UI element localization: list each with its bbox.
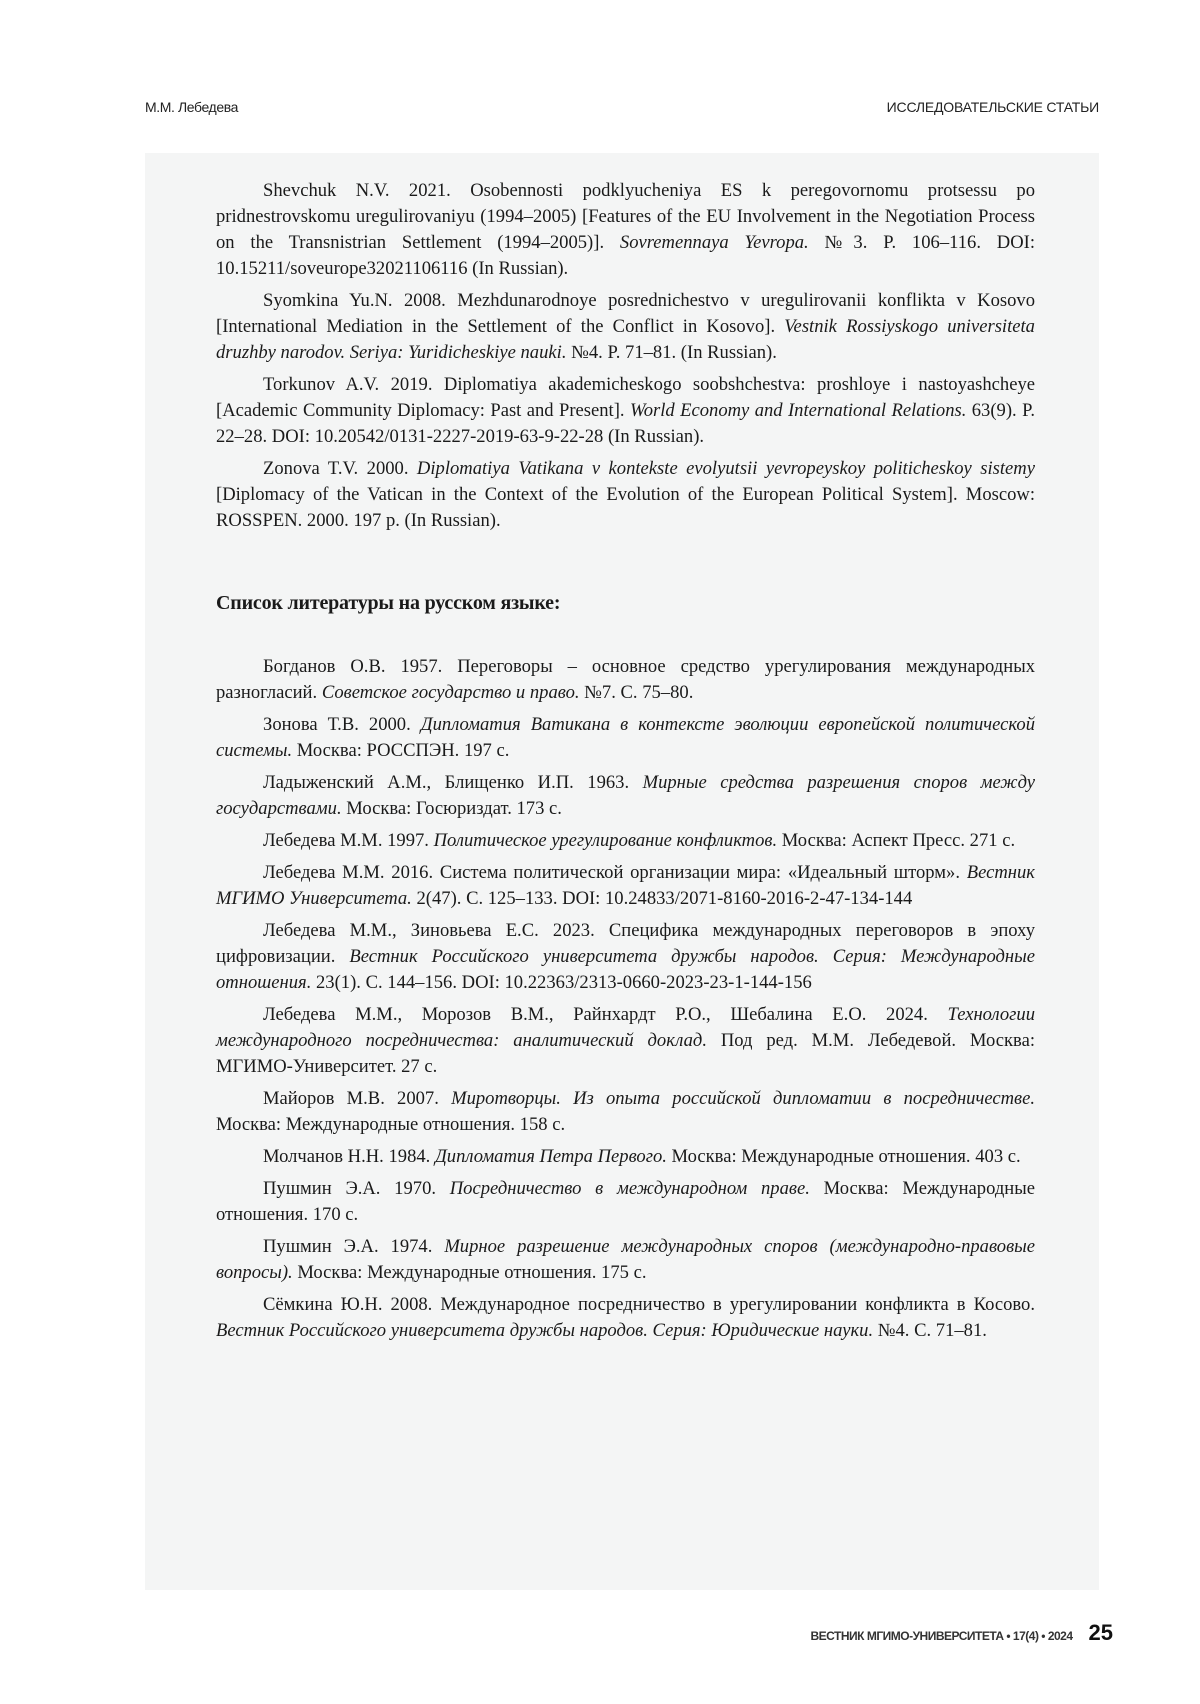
reference-text: №4. С. 71–81. (873, 1320, 987, 1341)
reference-source-title: World Economy and International Relations. (630, 400, 966, 421)
reference-source-title: Вестник МГИМО Университета. (216, 862, 1035, 909)
reference-entry (216, 1144, 1035, 1170)
reference-text: Москва: РОССПЭН. 197 с. (292, 740, 509, 761)
reference-text: Москва: Международные отношения. 175 с. (293, 1262, 647, 1283)
reference-text: Пушмин Э.А. 1974. (263, 1236, 444, 1257)
reference-text: Syomkina Yu.N. 2008. Mezhdunarodnoye posrednichestvo v uregulirovanii konflikta v Kosovo [International Mediation in the Settlement of the Conflict in Kosovo]. (216, 290, 1035, 337)
reference-entry (216, 1292, 1035, 1344)
reference-text: 63(9). P. 22–28. DOI: 10.20542/0131-2227-2019-63-9-22-28 (In Russian). (216, 400, 1035, 447)
reference-text: Лебедева М.М. 2016. Система политической организации мира: «Идеальный шторм». (263, 862, 967, 883)
reference-text: Москва: Госюриздат. 173 с. (342, 798, 562, 819)
reference-entry (216, 770, 1035, 822)
reference-entry (216, 456, 1035, 534)
reference-text: Богданов О.В. 1957. Переговоры – основное средство урегулирования международных разногласий. (216, 656, 1035, 703)
reference-entry (216, 860, 1035, 912)
reference-source-title: Дипломатия Петра Первого. (435, 1146, 667, 1167)
reference-entry (216, 372, 1035, 450)
reference-text: Torkunov A.V. 2019. Diplomatiya akademicheskogo soobshchestva: proshloye i nastoyashcheye [Academic Community Diplomacy: Past and Present]. (216, 374, 1035, 421)
reference-source-title: Vestnik Rossiyskogo universiteta druzhby narodov. Seriya: Yuridicheskiye nauki. (216, 316, 1035, 363)
running-header-section: ИССЛЕДОВАТЕЛЬСКИЕ СТАТЬИ (887, 99, 1099, 115)
reference-source-title: Вестник Российского университета дружбы народов. Серия: Международные отношения. (216, 946, 1035, 993)
reference-source-title: Мирные средства разрешения споров между государствами. (216, 772, 1035, 819)
reference-text: Ладыженский А.М., Блищенко И.П. 1963. (263, 772, 643, 793)
reference-text: Майоров М.В. 2007. (263, 1088, 451, 1109)
footer-journal-info: ВЕСТНИК МГИМО-УНИВЕРСИТЕТА • 17(4) • 2024 (811, 1629, 1073, 1643)
reference-text: Москва: Международные отношения. 403 с. (667, 1146, 1021, 1167)
reference-text: Молчанов Н.Н. 1984. (263, 1146, 435, 1167)
page-number: 25 (1089, 1620, 1113, 1646)
reference-source-title: Посредничество в международном праве. (450, 1178, 810, 1199)
reference-source-title: Политическое урегулирование конфликтов. (434, 830, 777, 851)
reference-text: Сёмкина Ю.Н. 2008. Международное посредничество в урегулировании конфликта в Косово. (263, 1294, 1035, 1315)
page-footer (811, 1620, 1114, 1646)
reference-text: Лебедева М.М., Морозов В.М., Райнхардт Р.О., Шебалина Е.О. 2024. (263, 1004, 948, 1025)
reference-source-title: Дипломатия Ватикана в контексте эволюции европейской политической системы. (216, 714, 1035, 761)
reference-source-title: Советское государство и право. (322, 682, 580, 703)
reference-entry (216, 918, 1035, 996)
reference-text: 23(1). С. 144–156. DOI: 10.22363/2313-0660-2023-23-1-144-156 (311, 972, 811, 993)
reference-entry (216, 1086, 1035, 1138)
reference-text: 2(47). С. 125–133. DOI: 10.24833/2071-8160-2016-2-47-134-144 (412, 888, 912, 909)
reference-text: Под ред. М.М. Лебедевой. Москва: МГИМО-Университет. 27 с. (216, 1030, 1035, 1077)
reference-text: №4. P. 71–81. (In Russian). (566, 342, 776, 363)
reference-text: Лебедева М.М., Зиновьева Е.С. 2023. Специфика международных переговоров в эпоху цифровизации. (216, 920, 1035, 967)
reference-entry (216, 1176, 1035, 1228)
section-title-russian-references: Список литературы на русском языке: (216, 590, 1035, 616)
reference-source-title: Diplomatiya Vatikana v kontekste evolyutsii yevropeyskoy politicheskoy sistemy (417, 458, 1035, 479)
reference-entry (216, 712, 1035, 764)
reference-entry (216, 178, 1035, 282)
reference-text: Лебедева М.М. 1997. (263, 830, 434, 851)
reference-source-title: Вестник Российского университета дружбы народов. Серия: Юридические науки. (216, 1320, 873, 1341)
running-header-author: М.М. Лебедева (145, 99, 238, 115)
reference-text: Москва: Международные отношения. 170 с. (216, 1178, 1035, 1225)
reference-entry (216, 1002, 1035, 1080)
reference-text: Zonova T.V. 2000. (263, 458, 417, 479)
reference-text: Пушмин Э.А. 1970. (263, 1178, 450, 1199)
references-content (216, 178, 1035, 1350)
references-list-russian (216, 654, 1035, 1344)
references-list-english (216, 178, 1035, 534)
reference-source-title: Миротворцы. Из опыта российской дипломатии в посредничестве. (451, 1088, 1035, 1109)
reference-source-title: Sovremennaya Yevropa. (620, 232, 809, 253)
reference-text: Зонова Т.В. 2000. (263, 714, 421, 735)
reference-text: Москва: Международные отношения. 158 с. (216, 1114, 565, 1135)
reference-text: №3. P. 106–116. DOI: 10.15211/soveurope32021106116 (In Russian). (216, 232, 1035, 279)
reference-source-title: Технологии международного посредничества: аналитический доклад. (216, 1004, 1035, 1051)
reference-entry (216, 288, 1035, 366)
reference-source-title: Мирное разрешение международных споров (международно-правовые вопросы). (216, 1236, 1035, 1283)
reference-text: Shevchuk N.V. 2021. Osobennosti podklyucheniya ES k peregovornomu protsessu po pridnestrovskomu uregulirovaniyu (1994–2005) [Features of the EU Involvement in the Negotiation Process on the Transnistrian Settlement (1994–2005)]. (216, 180, 1035, 253)
reference-text: [Diplomacy of the Vatican in the Context of the Evolution of the European Political System]. Moscow: ROSSPEN. 2000. 197 p. (In Russian). (216, 484, 1035, 531)
reference-entry (216, 828, 1035, 854)
reference-entry (216, 654, 1035, 706)
reference-text: Москва: Аспект Пресс. 271 с. (777, 830, 1015, 851)
reference-entry (216, 1234, 1035, 1286)
reference-text: №7. С. 75–80. (580, 682, 694, 703)
